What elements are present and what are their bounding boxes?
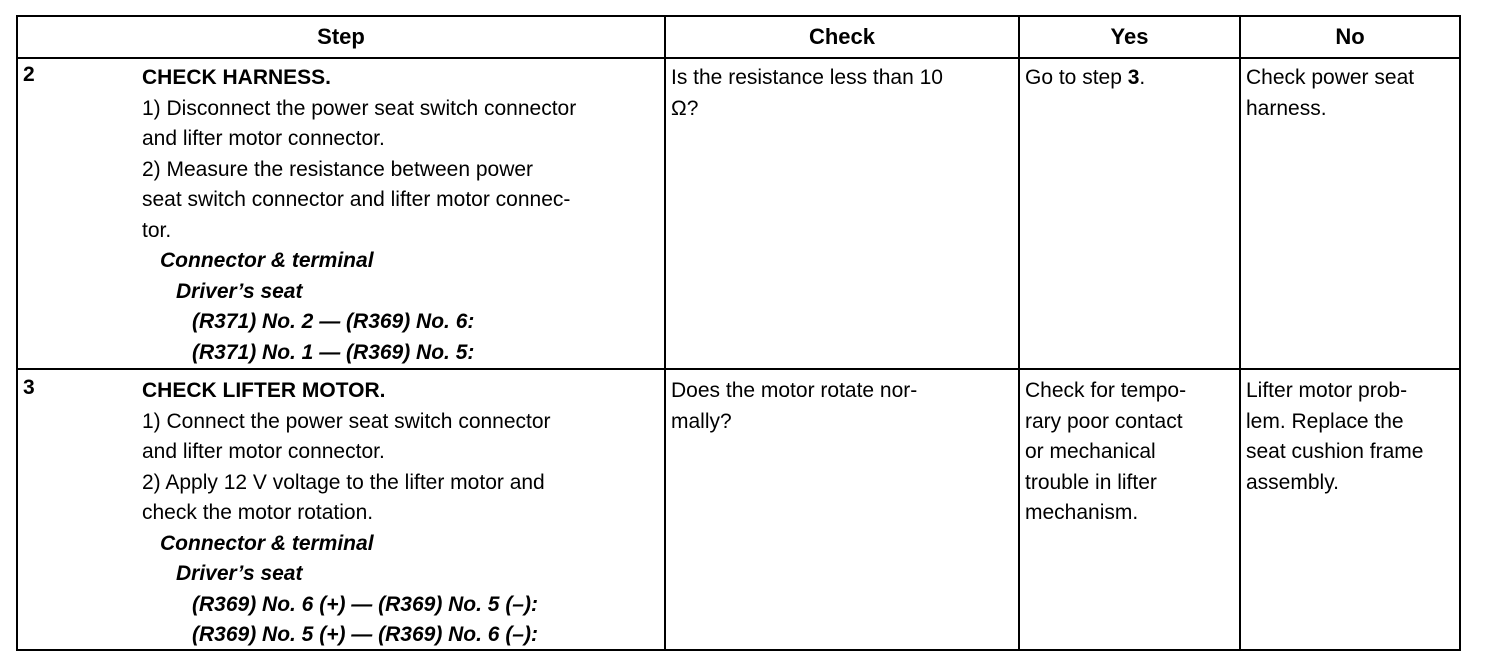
terminal-line: (R369) No. 6 (+) — (R369) No. 5 (–): [192,592,538,616]
instruction-line: tor. [142,218,172,242]
check-text: mally? [671,409,732,433]
check-text: Ω? [671,96,699,120]
connector-label: Connector & terminal [160,531,374,555]
step-reference: 3 [1127,66,1140,89]
terminal-line: (R371) No. 1 — (R369) No. 5: [192,340,475,364]
yes-cell [1018,370,1239,649]
check-cell [664,57,1018,368]
diagnostic-table [16,15,1461,651]
header-step: Step [317,24,365,49]
no-text: lem. Replace the [1246,409,1404,433]
table-row [18,370,1459,649]
no-text: assembly. [1246,470,1339,494]
instruction-line: and lifter motor connector. [142,127,385,150]
table-header-row [18,17,1459,59]
terminal-line: (R369) No. 5 (+) — (R369) No. 6 (–): [192,623,538,646]
yes-text: trouble in lifter [1025,470,1157,494]
no-cell [1239,57,1459,368]
yes-text: or mechanical [1025,440,1156,463]
table-row [18,57,1459,370]
instruction-line: and lifter motor connector. [142,440,385,463]
check-text: Is the resistance less than 10 [671,66,943,89]
step-cell [18,370,664,649]
step-body [142,63,660,368]
step-body [142,376,660,651]
no-text: Check power seat [1246,66,1415,89]
header-yes: Yes [1018,17,1239,57]
yes-text: mechanism. [1025,501,1139,524]
step-number: 3 [23,376,35,399]
instruction-line: seat switch connector and lifter motor connec- [142,188,571,211]
seat-label: Driver’s seat [176,279,303,303]
seat-label: Driver’s seat [176,562,303,585]
check-text: Does the motor rotate nor- [671,379,918,402]
instruction-line: check the motor rotation. [142,501,374,524]
yes-cell [1018,57,1239,368]
yes-text: rary poor contact [1025,409,1183,433]
instruction-line: 1) Disconnect the power seat switch connector [142,96,577,120]
no-text: Lifter motor prob- [1246,379,1408,402]
connector-label: Connector & terminal [160,249,374,272]
no-text: harness. [1246,96,1327,120]
no-text: seat cushion frame [1246,440,1424,463]
step-title: CHECK HARNESS. [142,66,332,89]
instruction-line: 2) Apply 12 V voltage to the lifter motor and [142,470,545,494]
no-cell [1239,370,1459,649]
instruction-line: 1) Connect the power seat switch connector [142,409,551,433]
check-cell [664,370,1018,649]
yes-text: Check for tempo- [1025,379,1187,402]
step-number: 2 [23,63,35,86]
terminal-line: (R371) No. 2 — (R369) No. 6: [192,310,475,333]
header-no: No [1239,17,1459,57]
step-title: CHECK LIFTER MOTOR. [142,379,386,402]
yes-prefix: Go to step [1025,66,1128,89]
yes-suffix: . [1139,66,1146,89]
step-cell [18,57,664,368]
instruction-line: 2) Measure the resistance between power [142,157,534,181]
header-check: Check [664,17,1018,57]
yes-text [1025,63,1235,94]
